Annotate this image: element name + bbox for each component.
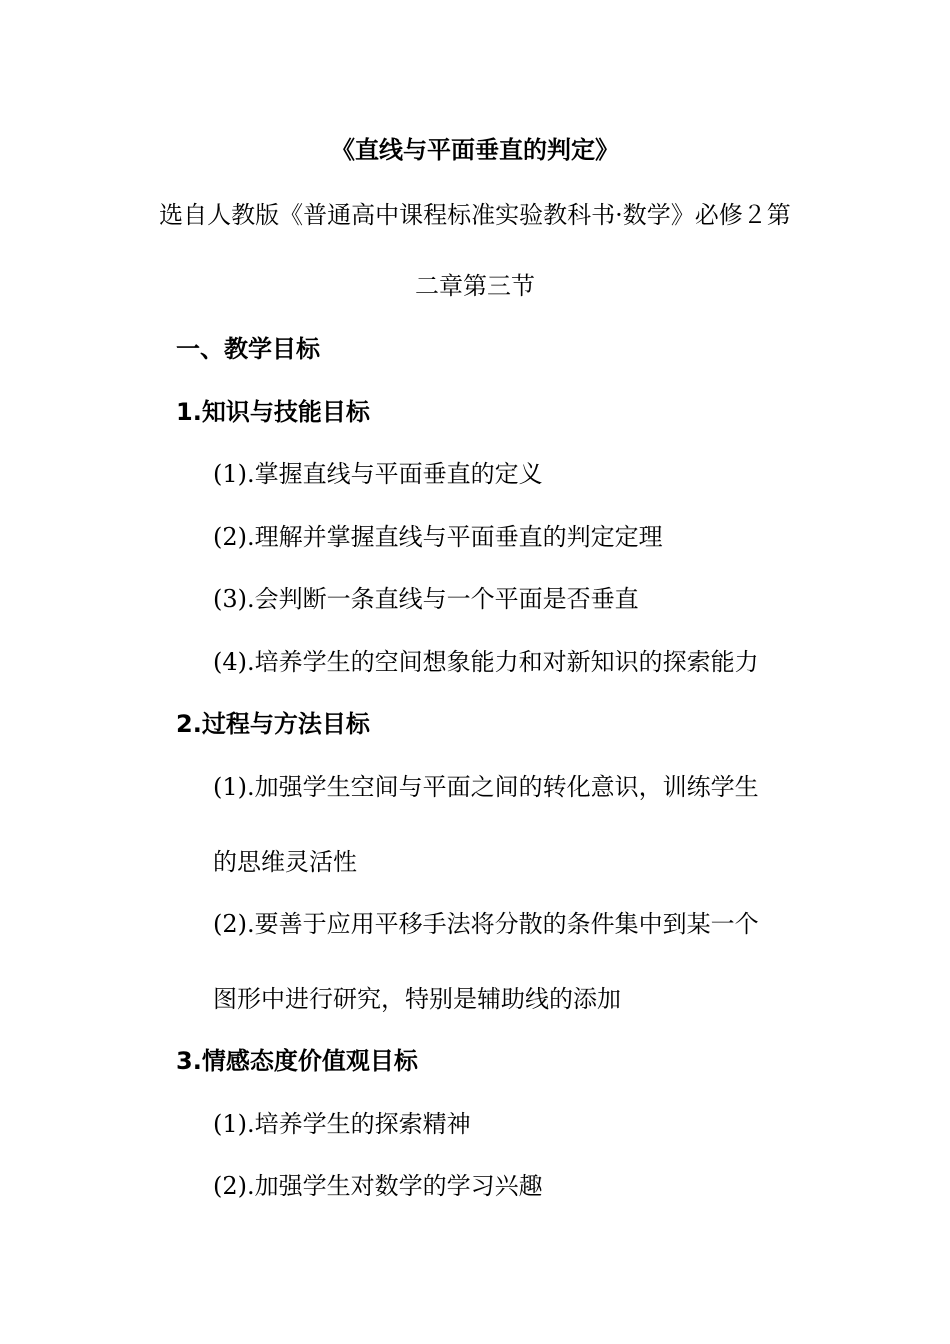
list-item-continuation: 的思维灵活性 bbox=[213, 848, 357, 876]
subsection-heading-process-methods: 2.过程与方法目标 bbox=[176, 710, 370, 738]
section-heading-teaching-goals: 一、教学目标 bbox=[176, 335, 320, 363]
subsection-heading-knowledge-skills: 1.知识与技能目标 bbox=[176, 398, 370, 426]
source-line-2: 二章第三节 bbox=[415, 272, 535, 300]
list-item: (1).掌握直线与平面垂直的定义 bbox=[213, 460, 543, 488]
document-title: 《直线与平面垂直的判定》 bbox=[331, 136, 619, 164]
list-item: (2).理解并掌握直线与平面垂直的判定定理 bbox=[213, 523, 663, 551]
list-item: (2).要善于应用平移手法将分散的条件集中到某一个 bbox=[213, 910, 759, 938]
list-item: (4).培养学生的空间想象能力和对新知识的探索能力 bbox=[213, 648, 759, 676]
source-line-1: 选自人教版《普通高中课程标准实验教科书·数学》必修２第 bbox=[159, 201, 791, 229]
subsection-heading-emotional-values: 3.情感态度价值观目标 bbox=[176, 1047, 418, 1075]
list-item: (1).加强学生空间与平面之间的转化意识，训练学生 bbox=[213, 773, 759, 801]
list-item: (2).加强学生对数学的学习兴趣 bbox=[213, 1172, 543, 1200]
list-item-continuation: 图形中进行研究，特别是辅助线的添加 bbox=[213, 985, 621, 1013]
list-item: (1).培养学生的探索精神 bbox=[213, 1110, 471, 1138]
list-item: (3).会判断一条直线与一个平面是否垂直 bbox=[213, 585, 639, 613]
